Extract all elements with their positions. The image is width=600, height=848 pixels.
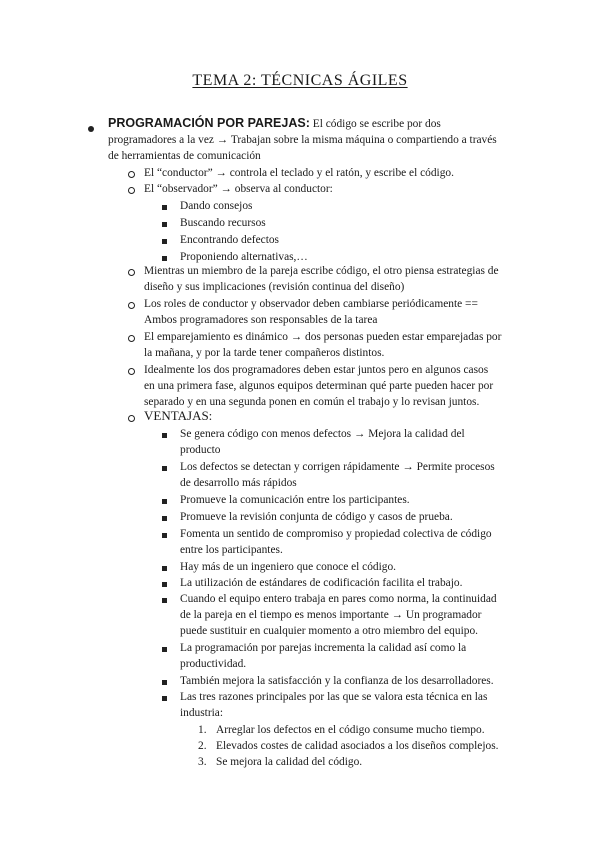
ventaja-9-line-2: productividad. (180, 658, 247, 670)
mientras-line-1: Mientras un miembro de la pareja escribe código, el otro piensa estrategias de (144, 265, 499, 277)
intro-line-2: programadores a la vez → Trabajan sobre la misma máquina o compartiendo a través (108, 134, 497, 146)
idealmente-line-3: separado y en una segunda ponen en común el trabajo y lo revisan juntos. (144, 396, 480, 408)
observador-item-1: Dando consejos (180, 200, 253, 212)
square-bullet (162, 205, 167, 210)
ventaja-3: Promueve la comunicación entre los participantes. (180, 494, 410, 506)
square-bullet (162, 533, 167, 538)
square-bullet (162, 598, 167, 603)
razon-1-number: 1. (198, 724, 207, 736)
circle-bullet (128, 171, 135, 178)
circle-bullet (128, 368, 135, 375)
observador-item-3: Encontrando defectos (180, 234, 279, 246)
ventaja-6: Hay más de un ingeniero que conoce el código. (180, 561, 397, 573)
ventaja-4: Promueve la revisión conjunta de código y casos de prueba. (180, 511, 453, 523)
idealmente-line-2: en una primera fase, algunos equipos determinan qué parte pueden hacer por (144, 380, 494, 392)
square-bullet (162, 466, 167, 471)
square-bullet (162, 680, 167, 685)
razon-3-text: Se mejora la calidad del código. (216, 756, 363, 768)
square-bullet (162, 433, 167, 438)
square-bullet (162, 566, 167, 571)
razon-2-number: 2. (198, 740, 207, 752)
observador-item-2: Buscando recursos (180, 217, 266, 229)
ventaja-8-line-3: puede sustituir en cualquier momento a otro miembro del equipo. (180, 625, 478, 637)
roles-line-1: Los roles de conductor y observador deben cambiarse periódicamente == (144, 298, 478, 310)
square-bullet (162, 499, 167, 504)
observador-text: El “observador” → observa al conductor: (144, 183, 333, 195)
ventaja-2-line-1: Los defectos se detectan y corrigen rápidamente → Permite procesos (180, 461, 495, 473)
square-bullet (162, 222, 167, 227)
ventajas-label: VENTAJAS: (144, 408, 213, 423)
page-title: TEMA 2: TÉCNICAS ÁGILES (192, 72, 408, 89)
ventaja-2-line-2: de desarrollo más rápidos (180, 477, 297, 489)
circle-bullet (128, 302, 135, 309)
razon-3-number: 3. (198, 756, 207, 768)
emparejamiento-line-1: El emparejamiento es dinámico → dos personas pueden estar emparejadas por (144, 331, 502, 343)
razon-1-text: Arreglar los defectos en el código consume mucho tiempo. (216, 724, 485, 736)
circle-bullet (128, 335, 135, 342)
ventaja-11-line-2: industria: (180, 707, 224, 719)
square-bullet (162, 582, 167, 587)
intro-line-1: El código se escribe por dos (312, 118, 441, 130)
ventaja-1-line-1: Se genera código con menos defectos → Mejora la calidad del (180, 428, 465, 440)
section-first-line (108, 115, 441, 132)
square-bullet (162, 256, 167, 261)
circle-bullet (128, 187, 135, 194)
roles-line-2: Ambos programadores son responsables de la tarea (144, 314, 378, 326)
razon-2-text: Elevados costes de calidad asociados a los diseños complejos. (216, 740, 499, 752)
circle-bullet (128, 269, 135, 276)
ventaja-8-line-1: Cuando el equipo entero trabaja en pares como norma, la continuidad (180, 593, 497, 605)
ventaja-5-line-1: Fomenta un sentido de compromiso y propiedad colectiva de código (180, 528, 492, 540)
mientras-line-2: diseño y sus implicaciones (revisión continua del diseño) (144, 281, 405, 293)
ventaja-1-line-2: producto (180, 444, 221, 456)
ventaja-7: La utilización de estándares de codificación facilita el trabajo. (180, 577, 463, 589)
observador-item-4: Proponiendo alternativas,… (180, 251, 308, 263)
ventaja-11-line-1: Las tres razones principales por las que se valora esta técnica en las (180, 691, 488, 703)
idealmente-line-1: Idealmente los dos programadores deben estar juntos pero en algunos casos (144, 364, 489, 376)
conductor-text: El “conductor” → controla el teclado y el ratón, y escribe el código. (144, 167, 454, 179)
ventaja-9-line-1: La programación por parejas incrementa la calidad así como la (180, 642, 467, 654)
ventaja-8-line-2: de la pareja en el tiempo es menos importante → Un programador (180, 609, 482, 621)
square-bullet (162, 647, 167, 652)
square-bullet (162, 239, 167, 244)
circle-bullet (128, 415, 135, 422)
ventaja-10: También mejora la satisfacción y la confianza de los desarrolladores. (180, 675, 494, 687)
intro-line-3: de herramientas de comunicación (108, 150, 261, 162)
emparejamiento-line-2: la mañana, y por la tarde tener compañeros distintos. (144, 347, 385, 359)
bullet-dot (88, 126, 94, 132)
section-heading: PROGRAMACIÓN POR PAREJAS: (108, 116, 310, 130)
ventaja-5-line-2: entre los participantes. (180, 544, 283, 556)
square-bullet (162, 696, 167, 701)
square-bullet (162, 516, 167, 521)
